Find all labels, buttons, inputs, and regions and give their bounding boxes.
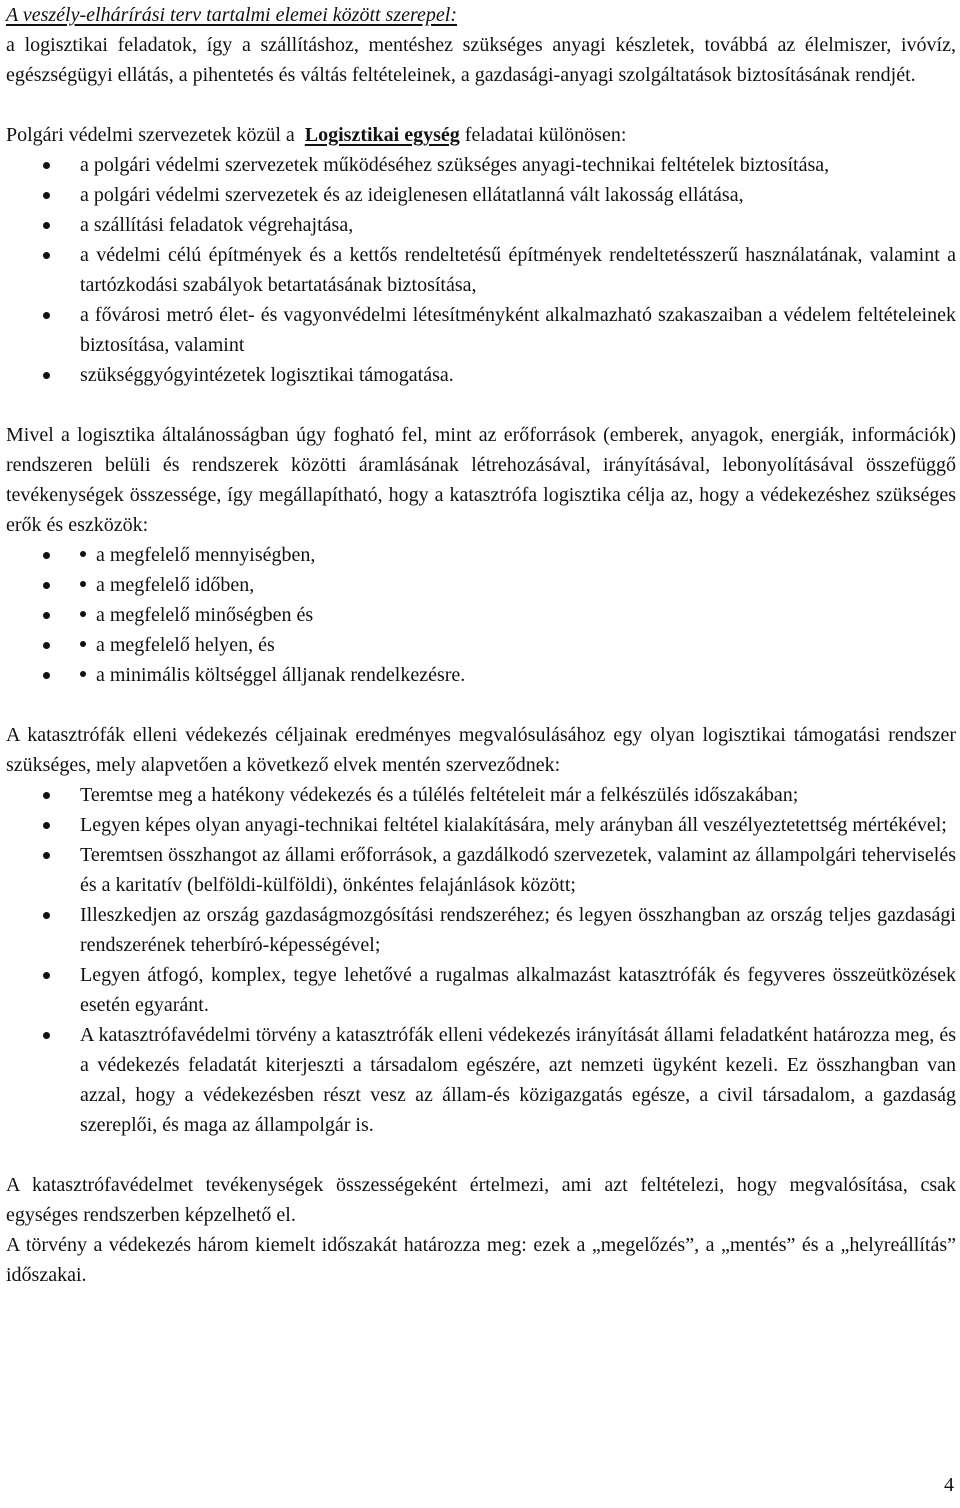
list-item-text: Legyen képes olyan anyagi-technikai feltétel kialakítására, mely arányban áll veszélyeztetettség mértékével; [80, 814, 947, 836]
list-item-text: a védelmi célú építmények és a kettős rendeltetésű építmények rendeltetésszerű használatának, valamint a tartózkodási szabályok betartatásának biztosítása, [80, 244, 956, 296]
bullet-icon [43, 162, 50, 169]
list-item-text: a minimális költséggel álljanak rendelkezésre. [96, 664, 466, 686]
list-item [6, 810, 956, 840]
list-item [6, 960, 956, 1020]
bullet-icon [43, 972, 50, 979]
inner-bullet-icon [80, 581, 86, 587]
list-item [6, 360, 956, 390]
list-item-text: Legyen átfogó, komplex, tegye lehetővé a rugalmas alkalmazást katasztrófák és fegyveres összeütközések esetén egyaránt. [80, 964, 956, 1016]
logistics-unit-task-list [6, 150, 956, 390]
list-item-text: a megfelelő időben, [96, 574, 255, 596]
bullet-icon [43, 552, 50, 559]
list-item-text: a megfelelő minőségben és [96, 604, 314, 626]
list-item-text: A katasztrófavédelmi törvény a katasztrófák elleni védekezés irányítását állami feladatként határozza meg, és a védekezés feladatát kiterjeszti a társadalom egészére, azt nemzeti ügyként kezeli. Ez összhangban van azzal, hogy a védekezésben részt vesz az állam-és közigazgatás egésze, a civil társadalom, a gazdaság szereplői, és maga az állampolgár is. [80, 1024, 956, 1136]
list-item-text: Illeszkedjen az ország gazdaságmozgósítási rendszeréhez; és legyen összhangban az ország teljes gazdasági rendszerének teherbíró-képességével; [80, 904, 956, 956]
bullet-icon [43, 372, 50, 379]
list-item-text: a fővárosi metró élet- és vagyonvédelmi létesítményként alkalmazható szakaszaiban a védelem feltételeinek biztosítása, valamint [80, 304, 956, 356]
bullet-icon [43, 912, 50, 919]
list-item [6, 630, 956, 660]
paragraph-logistics-unit-intro [6, 120, 956, 150]
paragraph-logistics-tasks: a logisztikai feladatok, így a szállításhoz, mentéshez szükséges anyagi készletek, továbbá az élelmiszer, ivóvíz, egészségügyi ellátás, a pihentetés és váltás feltételeinek, a gazdasági-anyagi szolgáltatások biztosításának rendjét. [6, 34, 956, 86]
list-item [6, 660, 956, 690]
list-item-text: a megfelelő mennyiségben, [96, 544, 316, 566]
list-item [6, 900, 956, 960]
inner-bullet-icon [80, 611, 86, 617]
list-item-text: a polgári védelmi szervezetek és az ideiglenesen ellátatlanná vált lakosság ellátása, [80, 184, 744, 206]
list-item [6, 1020, 956, 1140]
logistics-unit-term: Logisztikai egység [304, 124, 460, 146]
bullet-icon [43, 582, 50, 589]
paragraph-support-system: A katasztrófák elleni védekezés céljainak eredményes megvalósulásához egy olyan logisztikai támogatási rendszer szükséges, mely alapvetően a következő elvek mentén szerveződnek: [6, 724, 956, 776]
document-page [6, 0, 956, 1290]
list-item [6, 600, 956, 630]
list-item [6, 150, 956, 180]
list-item [6, 180, 956, 210]
section-heading: A veszély-elhárírási terv tartalmi elemei között szerepel: [6, 4, 458, 26]
list-item-text: szükséggyógyintézetek logisztikai támogatása. [80, 364, 454, 386]
bullet-icon [43, 192, 50, 199]
bullet-icon [43, 822, 50, 829]
inner-bullet-icon [80, 671, 86, 677]
bullet-icon [43, 642, 50, 649]
logistics-goal-list [6, 540, 956, 690]
list-item [6, 300, 956, 360]
inner-bullet-icon [80, 641, 86, 647]
list-item-text: a szállítási feladatok végrehajtása, [80, 214, 354, 236]
bullet-icon [43, 792, 50, 799]
intro-text-before: Polgári védelmi szervezetek közül a [6, 124, 295, 146]
list-item-text: Teremtsen összhangot az állami erőforrások, a gazdálkodó szervezetek, valamint az állampolgári teherviselés és a karitatív (belföldi-külföldi), önkéntes felajánlások között; [80, 844, 956, 896]
list-item [6, 840, 956, 900]
list-item [6, 780, 956, 810]
bullet-icon [43, 252, 50, 259]
paragraph-three-periods: A törvény a védekezés három kiemelt időszakát határozza meg: ezek a „megelőzés”, a „mentés” és a „helyreállítás” időszakai. [6, 1234, 956, 1286]
list-item [6, 240, 956, 300]
list-item [6, 210, 956, 240]
bullet-icon [43, 672, 50, 679]
intro-text-after: feladatai különösen: [464, 124, 627, 146]
bullet-icon [43, 852, 50, 859]
paragraph-logistics-definition: Mivel a logisztika általánosságban úgy fogható fel, mint az erőforrások (emberek, anyagok, energiák, információk) rendszeren belüli és rendszerek közötti áramlásának létrehozásával, irányításával, lebonyolításával összefüggő tevékenységek összessége, így megállapítható, hogy a katasztrófa logisztika célja az, hogy a védekezéshez szükséges erők és eszközök: [6, 424, 956, 536]
list-item-text: a polgári védelmi szervezetek működéséhez szükséges anyagi-technikai feltételek biztosítása, [80, 154, 830, 176]
list-item-text: Teremtse meg a hatékony védekezés és a túlélés feltételeit már a felkészülés időszakában; [80, 784, 799, 806]
list-item [6, 540, 956, 570]
bullet-icon [43, 1032, 50, 1039]
bullet-icon [43, 222, 50, 229]
paragraph-disaster-management: A katasztrófavédelmet tevékenységek összességeként értelmezi, ami azt feltételezi, hogy megvalósítása, csak egységes rendszerben képzelhető el. [6, 1174, 956, 1226]
list-item-text: a megfelelő helyen, és [96, 634, 275, 656]
bullet-icon [43, 612, 50, 619]
list-item [6, 570, 956, 600]
page-number: 4 [944, 1474, 954, 1496]
bullet-icon [43, 312, 50, 319]
inner-bullet-icon [80, 551, 86, 557]
principles-list [6, 780, 956, 1140]
